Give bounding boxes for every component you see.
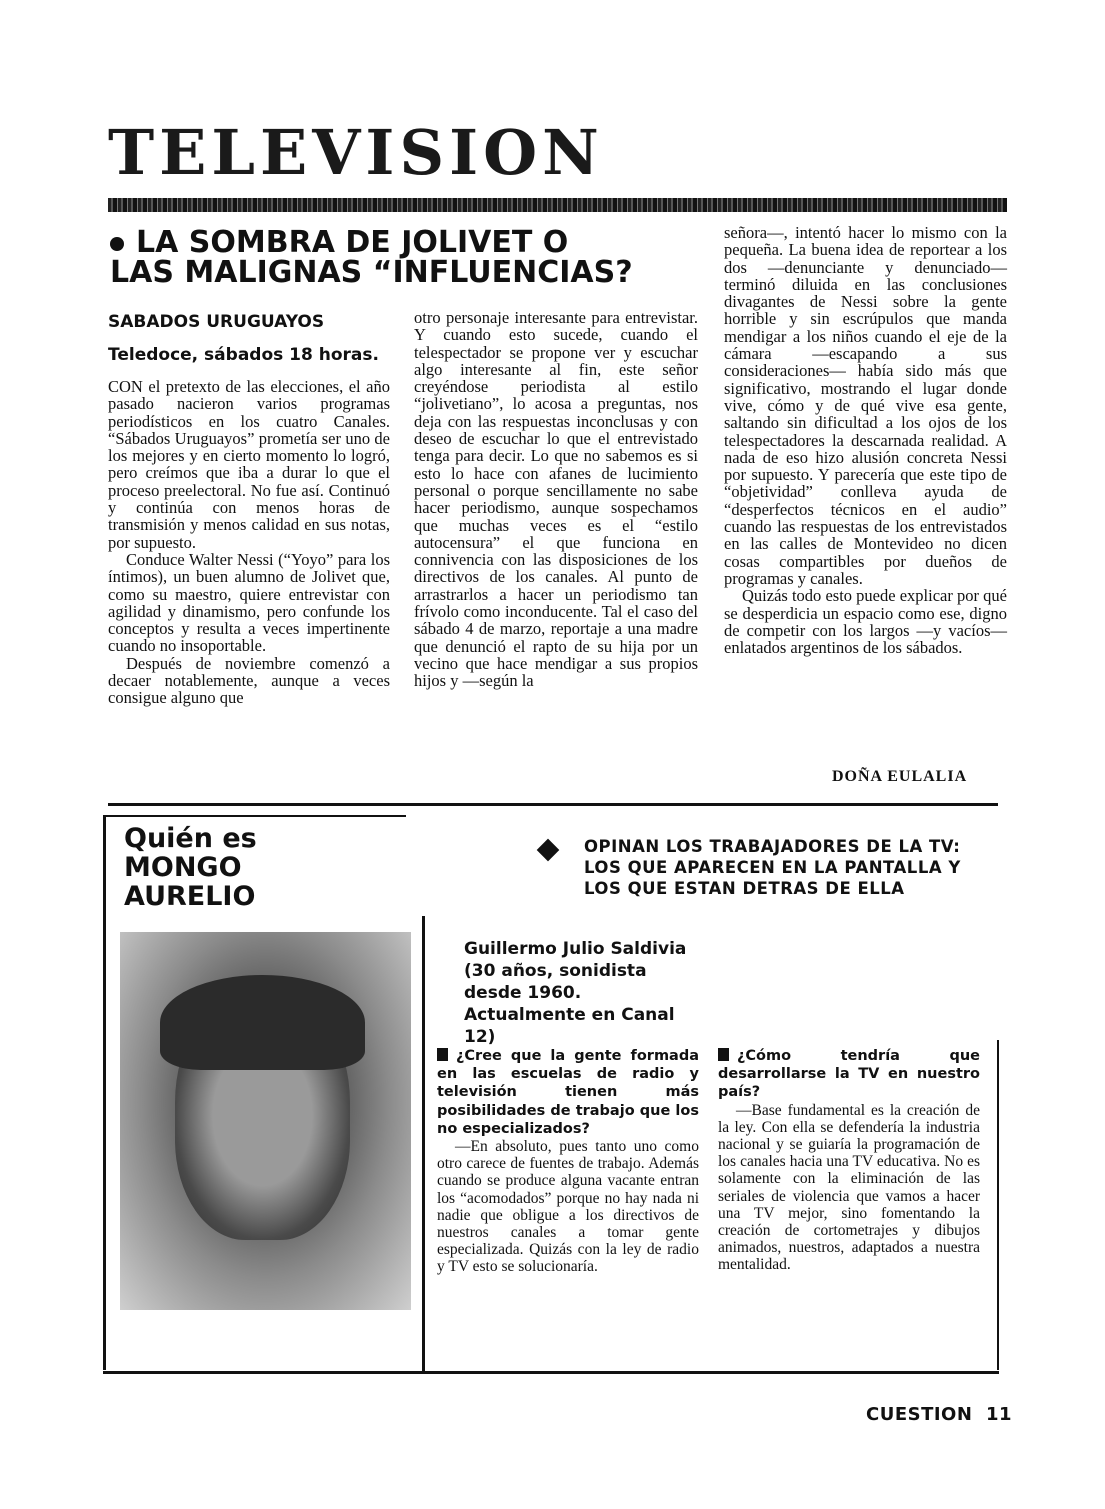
question-block-1	[437, 1047, 699, 1276]
bottom-rule	[103, 1371, 999, 1374]
survey-right-border	[997, 1040, 999, 1370]
sidebox-title	[124, 824, 257, 911]
section-masthead: TELEVISION	[108, 116, 604, 189]
paragraph: CON el pretexto de las elecciones, el año pasado nacieron varios programas periodísticos en los cuatro Canales. “Sábados Uruguayos” prometía ser uno de los mejores y en cierto momento lo logró, pero creímos que iba a durar lo que el proceso preelectoral. No fue así. Continuó y continúa con menos horas de transmisión y menos calidad en sus notas, por supuesto.	[108, 377, 390, 552]
sidebox-title-line: MONGO	[124, 852, 242, 883]
portrait-hair	[160, 975, 365, 1070]
sidebox-title-line: AURELIO	[124, 881, 256, 912]
schedule-label: Teledoce, sábados 18 horas.	[108, 345, 379, 365]
headline-line-1: LA SOMBRA DE JOLIVET O	[136, 225, 569, 260]
article-headline	[110, 225, 670, 290]
question-block-2	[718, 1047, 980, 1274]
question-2: ¿Cómo tendría que desarrollarse la TV en nuestro país?	[718, 1048, 980, 1101]
section-label: SABADOS URUGUAYOS	[108, 312, 325, 332]
paragraph: Después de noviembre comenzó a decaer notablemente, aunque a veces consigue alguno que	[108, 653, 390, 708]
diamond-bullet-icon	[537, 839, 560, 862]
masthead-rule	[108, 198, 1007, 212]
square-bullet-icon	[437, 1048, 448, 1061]
headline-line-2: LAS MALIGNAS “INFLUENCIAS?	[110, 255, 633, 290]
sidebox-top-border	[106, 815, 406, 817]
paragraph: señora—, intentó hacer lo mismo con la pequeña. La buena idea de reportear a los dos —denunciante y denunciado— terminó diluida en las conclusiones divagantes de Nessi sobre la gente horrible y sin escrúpulos que manda mendigar a los niños cuando el eje de la cámara —escapando a sus consideraciones— había sido más que significativo, mostrando el lugar donde vive, cómo y de qué vive esa gente, saltando sin dificultad a los ojos de los telespectadores la descarnada realidad. A nada de eso hizo alusión concreta Nessi por supuesto. Y parecería que este tipo de “objetividad” conlleva ayuda de “desperfectos técnicos en el audio” cuando las respuestas de los entrevistados en las calles de Montevideo no dicen cosas compartibles por dueños de programas y canales.	[724, 223, 1007, 588]
article-column-2	[414, 309, 698, 690]
article-column-3	[724, 224, 1007, 656]
question-1: ¿Cree que la gente formada en las escuelas de radio y televisión tienen más posibilidades de trabajo que los no especializados?	[437, 1048, 699, 1137]
publication-name: CUESTION	[866, 1404, 973, 1425]
footer	[866, 1404, 1012, 1425]
survey-heading-line: LOS QUE ESTAN DETRAS DE ELLA	[584, 879, 905, 898]
divider	[108, 803, 998, 806]
paragraph: Conduce Walter Nessi (“Yoyo” para los íntimos), un buen alumno de Jolivet que, como su maestro, quiere entrevistar con agilidad y dinamismo, pero confunde los conceptos y resulta a veces impertinente cuando no insoportable.	[108, 549, 390, 656]
survey-heading-line: OPINAN LOS TRABAJADORES DE LA TV:	[584, 837, 961, 856]
survey-heading	[584, 836, 1004, 899]
interviewee-name: Guillermo Julio Saldivia (30 años, sonidista desde 1960. Actualmente en Canal 12)	[464, 939, 687, 1047]
article-signature: DOÑA EULALIA	[832, 768, 968, 785]
survey-heading-line: LOS QUE APARECEN EN LA PANTALLA Y	[584, 858, 961, 877]
square-bullet-icon	[718, 1048, 729, 1061]
sidebox-title-line: Quién es	[124, 823, 257, 854]
answer-1: —En absoluto, pues tanto uno como otro carece de fuentes de trabajo. Además cuando se produce alguna vacante entran los “acomodados” porque no hay nada ni nadie que obligue a los directivos de nuestros canales a tomar gente especializada. Quizás con la ley de radio y TV esto se solucionaría.	[437, 1138, 699, 1276]
bullet-icon	[110, 237, 124, 251]
answer-2: —Base fundamental es la creación de la ley. Con ella se defendería la industria nacional y se guiaría la programación de los canales hacia una TV educativa. No es solamente con la eliminación de las seriales de violencia que vamos a hacer una TV mejor, sino fomentando la creación de cortometrajes y dibujos animados, nuestros, adaptados a nuestra mentalidad.	[718, 1101, 980, 1274]
article-column-1	[108, 378, 390, 707]
sidebox-left-border	[103, 815, 106, 1370]
survey-left-border	[422, 916, 425, 1371]
page-number: 11	[985, 1404, 1013, 1425]
paragraph: otro personaje interesante para entrevistar. Y cuando esto sucede, cuando el telespectador se propone ver y escuchar algo interesante al fin, este señor creyéndose periodista al estilo “jolivetiano”, lo acosa a preguntas, nos deja con las respuestas inconclusas y con deseo de escuchar lo que el entrevistado tenga para decir. Lo que no sabemos es si esto lo hace con afanes de lucimiento personal o porque sencillamente no sabe hacer periodismo, aunque sospechamos que muchas veces es el “estilo autocensura” el que funciona en connivencia con las disposiciones de los directivos de los canales. Al punto de arrastrarlos a hacer un periodismo tan frívolo como inconducente. Tal el caso del sábado 4 de marzo, reportaje a una madre que denunció el rapto de su hija por un vecino que hace mendigar a sus propios hijos y —según la	[414, 308, 698, 691]
paragraph: Quizás todo esto puede explicar por qué se desperdicia un espacio como ese, digno de competir con los largos —y vacíos— enlatados argentinos de los sábados.	[724, 586, 1007, 658]
